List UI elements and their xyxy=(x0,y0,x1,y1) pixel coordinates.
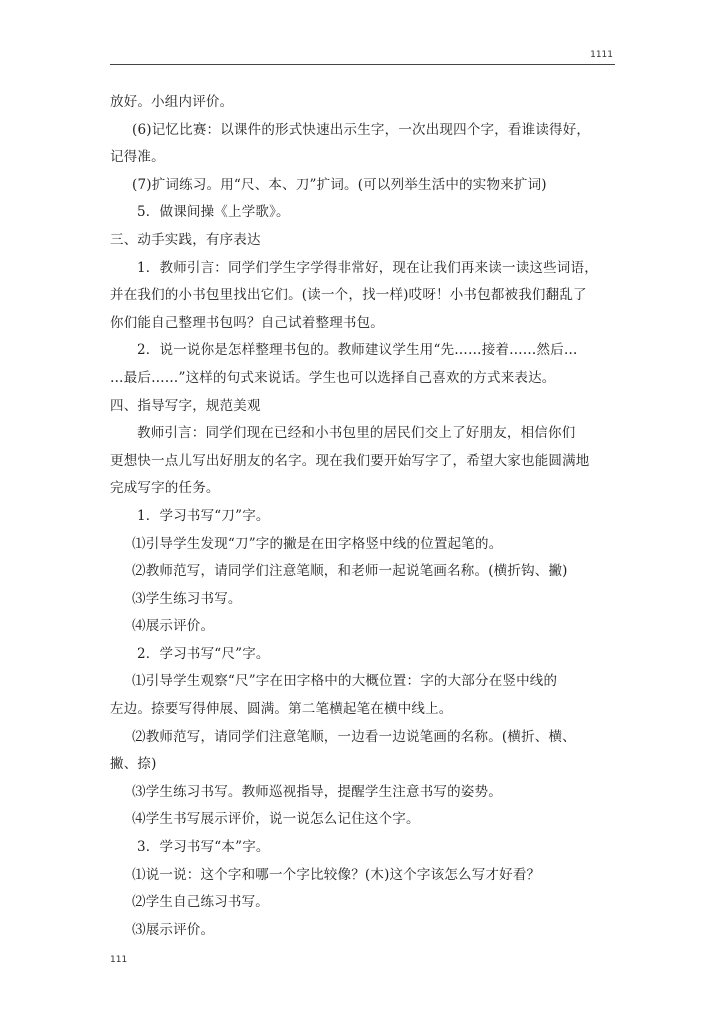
text-line: …最后……”这样的句式来说话。学生也可以选择自己喜欢的方式来表达。 xyxy=(110,369,556,386)
text-line: 更想快一点儿写出好朋友的名字。现在我们要开始写字了，希望大家也能圆满地 xyxy=(110,452,590,469)
text-line: 1．学习书写“刀”字。 xyxy=(137,507,270,524)
text-line: 记得准。 xyxy=(110,149,165,166)
header-rule xyxy=(110,64,615,65)
text-line: ⑵学生自己练习书写。 xyxy=(132,894,269,911)
text-line: ⑷展示评价。 xyxy=(132,618,215,635)
text-line: ⑶学生练习书写。教师巡视指导，提醒学生注意书写的姿势。 xyxy=(132,783,502,800)
text-line: 撇、捺) xyxy=(110,756,157,773)
text-line: 5．做课间操《上学歌》。 xyxy=(137,204,290,221)
text-line: (7)扩词练习。用“尺、本、刀”扩词。(可以列举生活中的实物来扩词) xyxy=(132,176,547,193)
text-line: (6)记忆比赛：以课件的形式快速出示生字，一次出现四个字，看谁读得好， xyxy=(132,121,591,138)
text-line: 四、指导写字，规范美观 xyxy=(110,397,261,414)
text-line: ⑴引导学生发现“刀”字的撇是在田字格竖中线的位置起笔的。 xyxy=(132,535,503,552)
text-line: ⑵教师范写，请同学们注意笔顺，一边看一边说笔画的名称。(横折、横、 xyxy=(132,728,576,745)
text-line: 完成写字的任务。 xyxy=(110,480,220,497)
header-page-number: 1111 xyxy=(590,50,613,60)
document-body xyxy=(110,89,620,944)
text-line: 3．学习书写“本”字。 xyxy=(137,839,270,856)
text-line: 1．教师引言：同学们学生字学得非常好，现在让我们再来读一读这些词语， xyxy=(137,259,598,276)
text-line: 三、动手实践，有序表达 xyxy=(110,231,261,248)
text-line: 并在我们的小书包里找出它们。(读一个，找一样)哎呀！小书包都被我们翻乱了 xyxy=(110,287,587,304)
footer-page-number: 111 xyxy=(110,955,128,965)
text-line: 左边。捺要写得伸展、圆满。第二笔横起笔在横中线上。 xyxy=(110,701,453,718)
text-line: 你们能自己整理书包吗？自己试着整理书包。 xyxy=(110,314,384,331)
text-line: ⑵教师范写，请同学们注意笔顺，和老师一起说笔画名称。(横折钩、撇) xyxy=(132,563,568,580)
text-line: 2．学习书写“尺”字。 xyxy=(137,645,270,662)
text-line: 2．说一说你是怎样整理书包的。教师建议学生用“先……接着……然后… xyxy=(137,342,578,359)
text-line: ⑷学生书写展示评价，说一说怎么记住这个字。 xyxy=(132,811,420,828)
text-line: 放好。小组内评价。 xyxy=(110,94,234,110)
text-line: ⑴引导学生观察“尺”字在田字格中的大概位置：字的大部分在竖中线的 xyxy=(132,673,558,690)
text-line: ⑶学生练习书写。 xyxy=(132,590,242,607)
text-line: ⑶展示评价。 xyxy=(132,921,215,938)
text-line: ⑴说一说：这个字和哪一个字比较像？(木)这个字该怎么写才好看？ xyxy=(132,866,541,883)
text-line: 教师引言：同学们现在已经和小书包里的居民们交上了好朋友，相信你们 xyxy=(137,425,576,442)
